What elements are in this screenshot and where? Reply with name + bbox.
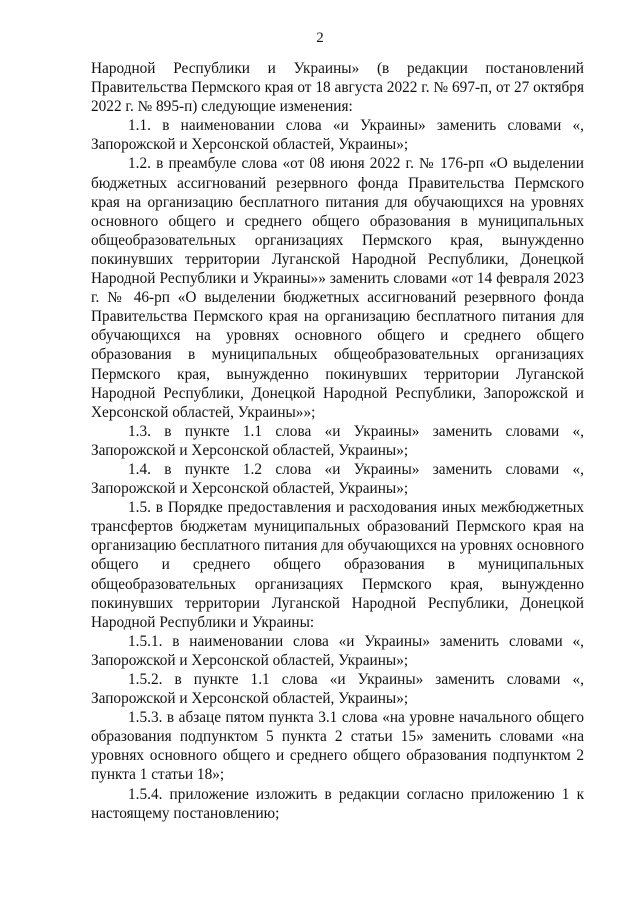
document-body [91, 59, 584, 823]
page-number: 2 [316, 30, 324, 46]
amendment-item-1-5-4: 1.5.4. приложение изложить в редакции согласно приложению 1 к настоящему постановлению; [91, 785, 584, 822]
amendment-item-1-5: 1.5. в Порядке предоставления и расходования иных межбюджетных трансфертов бюджетам муниципальных образований Пермского края на организацию бесплатного питания для обучающихся на уровнях основного общего и среднего общего образования в муниципальных общеобразовательных организациях Пермского края, вынужденно покинувших территории Луганской Народной Республики, Донецкой Народной Республики и Украины: [91, 499, 584, 631]
intro-paragraph: Народной Республики и Украины» (в редакции постановлений Правительства Пермского края от 18 августа 2022 г. № 697-п, от 27 октября 2022 г. № 895-п) следующие изменения: [91, 60, 584, 116]
amendment-item-1-5-3: 1.5.3. в абзаце пятом пункта 3.1 слова «на уровне начального общего образования подпунктом 5 пункта 2 статьи 15» заменить словами «на уровнях основного общего и среднего общего образования подпунктом 2 пункта 1 статьи 18»; [91, 709, 584, 784]
amendment-item-1-3: 1.3. в пункте 1.1 слова «и Украины» заменить словами «, Запорожской и Херсонской областей, Украины»; [91, 422, 584, 459]
amendment-item-1-5-2: 1.5.2. в пункте 1.1 слова «и Украины» заменить словами «, Запорожской и Херсонской областей, Украины»; [91, 671, 584, 708]
amendment-item-1-2: 1.2. в преамбуле слова «от 08 июня 2022 г. № 176-рп «О выделении бюджетных ассигнований резервного фонда Правительства Пермского края на организацию бесплатного питания для обучающихся на уровнях основного общего и среднего общего образования в муниципальных общеобразовательных организациях Пермского края, вынужденно покинувших территории Луганской Народной Республики, Донецкой Народной Республики и Украины»» заменить словами «от 14 февраля 2023 г. № 46-рп «О выделении бюджетных ассигнований резервного фонда Правительства Пермского края на организацию бесплатного питания для обучающихся на уровнях основного общего и среднего общего образования в муниципальных общеобразовательных организациях Пермского края, вынужденно покинувших территории Луганской Народной Республики, Донецкой Народной Республики, Запорожской и Херсонской областей, Украины»»; [91, 155, 584, 421]
amendment-item-1-4: 1.4. в пункте 1.2 слова «и Украины» заменить словами «, Запорожской и Херсонской областей, Украины»; [91, 460, 584, 498]
amendment-item-1-1: 1.1. в наименовании слова «и Украины» заменить словами «, Запорожской и Херсонской областей, Украины»; [91, 117, 584, 154]
amendment-item-1-5-1: 1.5.1. в наименовании слова «и Украины» заменить словами «, Запорожской и Херсонской областей, Украины»; [91, 632, 584, 669]
